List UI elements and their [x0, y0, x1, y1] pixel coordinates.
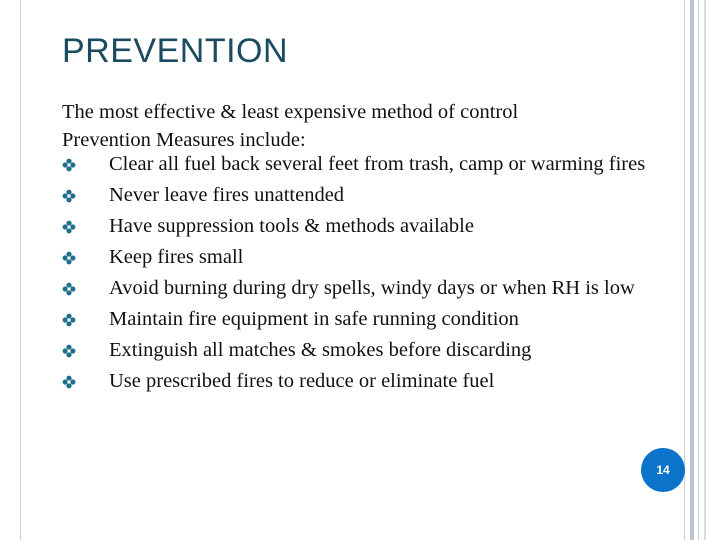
- bullet-item: [62, 371, 672, 391]
- frame-line-right: [698, 0, 699, 540]
- frame-line-left: [20, 0, 21, 540]
- page-number-badge: 14: [641, 448, 685, 492]
- bullet-item: [62, 154, 672, 174]
- flower-bullet-icon: [62, 220, 76, 234]
- flower-bullet-icon: [62, 282, 76, 296]
- bullet-list: [62, 154, 672, 391]
- frame-line-right: [690, 0, 694, 540]
- bullet-item: [62, 309, 672, 329]
- bullet-item: [62, 278, 672, 298]
- bullet-text: Avoid burning during dry spells, windy days or when RH is low: [109, 277, 635, 299]
- slide-body: [62, 98, 672, 402]
- bullet-text: Keep fires small: [109, 246, 244, 268]
- intro-line-2: Prevention Measures include:: [62, 129, 306, 151]
- flower-bullet-icon: [62, 344, 76, 358]
- flower-bullet-icon: [62, 189, 76, 203]
- bullet-text: Have suppression tools & methods available: [109, 215, 474, 237]
- flower-bullet-icon: [62, 158, 76, 172]
- bullet-item: [62, 340, 672, 360]
- slide-title: PREVENTION: [62, 32, 289, 70]
- bullet-text: Clear all fuel back several feet from trash, camp or warming fires: [109, 153, 646, 175]
- flower-bullet-icon: [62, 251, 76, 265]
- bullet-item: [62, 247, 672, 267]
- flower-bullet-icon: [62, 313, 76, 327]
- bullet-text: Use prescribed fires to reduce or eliminate fuel: [109, 370, 495, 392]
- frame-line-right: [704, 0, 706, 540]
- bullet-item: [62, 185, 672, 205]
- frame-line-right: [684, 0, 685, 540]
- bullet-item: [62, 216, 672, 236]
- bullet-text: Extinguish all matches & smokes before discarding: [109, 339, 532, 361]
- bullet-text: Never leave fires unattended: [109, 184, 345, 206]
- intro-line-1: The most effective & least expensive method of control: [62, 101, 519, 123]
- flower-bullet-icon: [62, 375, 76, 389]
- bullet-text: Maintain fire equipment in safe running condition: [109, 308, 519, 330]
